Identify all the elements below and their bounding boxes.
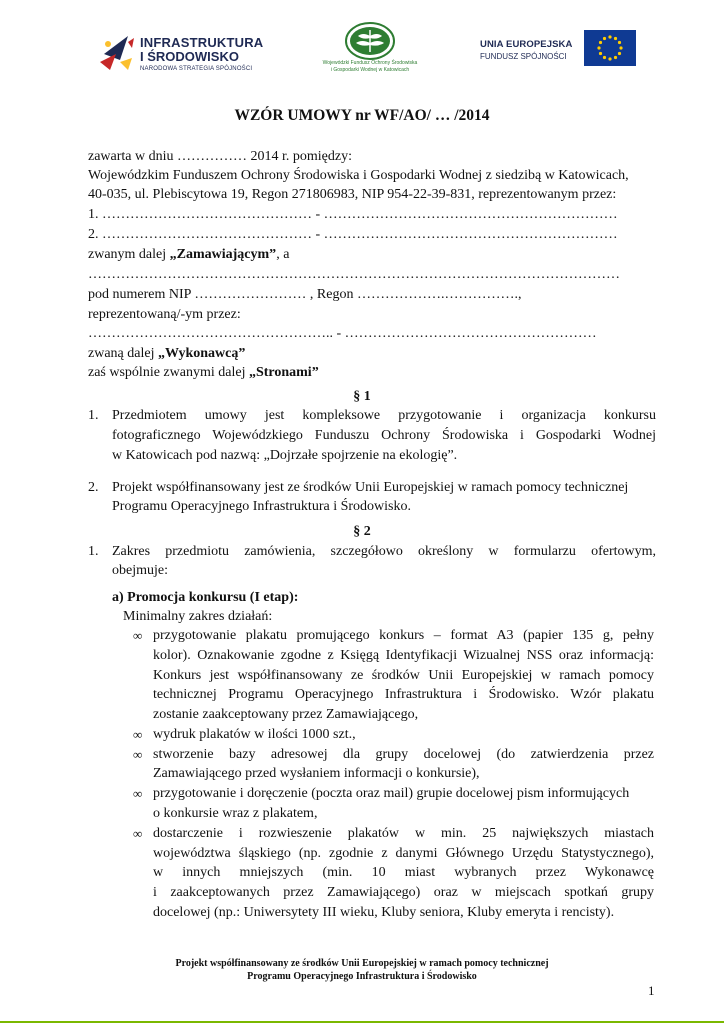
wf-logo-line1: Wojewódzki Fundusz Ochrony Środowiska bbox=[322, 60, 418, 66]
intro-line-12 bbox=[88, 364, 319, 382]
bullet-1-line-2: kolor). Oznakowanie zgodne z Księgą Identyfikacji Wizualnej NSS oraz informacją: bbox=[153, 648, 654, 663]
bullet-infinity-icon: ∞ bbox=[133, 727, 143, 742]
bullet-1-line-3: Konkurs jest współfinansowany ze środków Unii Europejskiej w ramach pomocy bbox=[153, 668, 654, 683]
intro-line-6 bbox=[88, 246, 289, 264]
bullet-3-line-2: Zamawiającego przed wysłaniem informacji o konkursie), bbox=[153, 766, 480, 781]
eu-flag-icon bbox=[584, 30, 636, 66]
intro-line-3: 40-035, ul. Plebiscytowa 19, Regon 271806983, NIP 954-22-39-831, reprezentowanym przez: bbox=[88, 187, 617, 202]
bullet-5-line-4: i zaakceptowanych przez Zamawiającego) oraz w miejscach spotkań grupy bbox=[153, 885, 654, 900]
wykonawca-term: „Wykonawcą” bbox=[157, 346, 246, 361]
page-number: 1 bbox=[648, 983, 655, 998]
section-1-item-1-line-3: w Katowicach pod nazwą: „Dojrzałe spojrzenie na ekologię”. bbox=[112, 448, 458, 463]
bullet-infinity-icon: ∞ bbox=[133, 628, 143, 643]
section-2-heading: § 2 bbox=[353, 524, 371, 539]
intro-line-9: reprezentowaną/-ym przez: bbox=[88, 307, 241, 322]
bullet-4-line-2: o konkursie wraz z plakatem, bbox=[153, 806, 318, 821]
section-1-item-1-number: 1. bbox=[88, 408, 99, 423]
bullet-infinity-icon: ∞ bbox=[133, 786, 143, 801]
bullet-infinity-icon: ∞ bbox=[133, 747, 143, 762]
intro-line-2: Wojewódzkim Funduszem Ochrony Środowiska i Gospodarki Wodnej z siedzibą w Katowicach, bbox=[88, 168, 629, 183]
intro-line-1: zawarta w dniu …………… 2014 r. pomiędzy: bbox=[88, 149, 353, 164]
subsection-a-label: a) Promocja konkursu (I etap): bbox=[112, 590, 299, 605]
section-2-item-1-line-2: obejmuje: bbox=[112, 563, 168, 578]
footer-line-1: Projekt współfinansowany ze środków Unii Europejskiej w ramach pomocy technicznej bbox=[175, 958, 549, 969]
eu-logo-line2: FUNDUSZ SPÓJNOŚCI bbox=[480, 52, 567, 61]
bullet-5-line-5: docelowej (np.: Uniwersytety III wieku, Kluby seniora, Kluby emeryta i rencisty). bbox=[153, 905, 615, 920]
strony-term: „Stronami” bbox=[248, 365, 319, 380]
bullet-2-line-1: wydruk plakatów w ilości 1000 szt., bbox=[153, 727, 356, 742]
intro-line-8: pod numerem NIP …………………… , Regon ……………….……………., bbox=[88, 287, 522, 302]
bullet-1-line-4: technicznej Programu Operacyjnego Infrastruktura i Środowisko. Wzór plakatu bbox=[153, 687, 654, 702]
subsection-a-intro: Minimalny zakres działań: bbox=[123, 609, 273, 624]
zamawiajacy-term: „Zamawiającym” bbox=[169, 247, 277, 262]
section-1-item-1-line-1: Przedmiotem umowy jest kompleksowe przygotowanie i organizacja konkursu bbox=[112, 408, 656, 423]
bullet-1-line-1: przygotowanie plakatu promującego konkurs – format A3 (papier 135 g, pełny bbox=[153, 628, 654, 643]
intro-line-10: …………………………………………….. - ……………………………………………… bbox=[88, 326, 597, 341]
bullet-5-line-1: dostarczenie i rozwieszenie plakatów w min. 25 największych miastach bbox=[153, 826, 654, 841]
footer-decorative-line bbox=[0, 1012, 724, 1024]
section-1-item-2-line-1: Projekt współfinansowany jest ze środków Unii Europejskiej w ramach pomocy technicznej bbox=[112, 480, 629, 495]
intro-line-11-prefix: zwaną dalej bbox=[88, 346, 158, 361]
infra-logo-line3: NARODOWA STRATEGIA SPÓJNOŚCI bbox=[140, 66, 253, 72]
section-1-item-2-number: 2. bbox=[88, 480, 99, 495]
infra-logo-line2: I ŚRODOWISKO bbox=[140, 49, 239, 64]
intro-line-5: 2. ……………………………………… - ……………………………………………………… bbox=[88, 227, 618, 242]
intro-line-11 bbox=[88, 345, 245, 363]
section-1-item-2-line-2: Programu Operacyjnego Infrastruktura i Środowisko. bbox=[112, 499, 411, 514]
infra-logo-line1: INFRASTRUKTURA bbox=[140, 35, 264, 50]
section-1-item-1-line-2: fotograficznego Wojewódzkiego Funduszu Ochrony Środowiska i Gospodarki Wodnej bbox=[112, 428, 656, 443]
intro-line-6-prefix: zwanym dalej bbox=[88, 247, 170, 262]
bullet-4-line-1: przygotowanie i doręczenie (poczta oraz mail) grupie docelowej pism informujących bbox=[153, 786, 630, 801]
footer-line-2: Programu Operacyjnego Infrastruktura i Środowisko bbox=[247, 971, 477, 982]
infrastruktura-logo bbox=[98, 28, 268, 80]
bullet-1-line-5: zostanie zaakceptowany przez Zamawiającego, bbox=[153, 707, 419, 722]
intro-line-4: 1. ……………………………………… - ……………………………………………………… bbox=[88, 207, 618, 222]
eu-logo bbox=[478, 36, 638, 76]
section-2-item-1-line-1: Zakres przedmiotu zamówienia, szczegółowo określony w formularzu ofertowym, bbox=[112, 544, 656, 559]
intro-line-6-suffix: , a bbox=[276, 247, 290, 262]
wfosigw-logo bbox=[300, 22, 440, 82]
document-title: WZÓR UMOWY nr WF/AO/ … /2014 bbox=[234, 107, 490, 124]
section-1-heading: § 1 bbox=[353, 389, 371, 404]
intro-line-7: …………………………………………………………………………………………………… bbox=[88, 267, 620, 282]
leaf-emblem-icon bbox=[345, 22, 395, 60]
eu-logo-line1: UNIA EUROPEJSKA bbox=[480, 39, 573, 50]
section-2-item-1-number: 1. bbox=[88, 544, 99, 559]
intro-line-12-prefix: zaś wspólnie zwanymi dalej bbox=[88, 365, 249, 380]
bullet-infinity-icon: ∞ bbox=[133, 826, 143, 841]
bullet-5-line-2: województwa śląskiego (np. zgodnie z danymi Głównego Urzędu Statystycznego), bbox=[153, 846, 654, 861]
infrastruktura-star-icon bbox=[98, 32, 136, 72]
bullet-5-line-3: w innych mniejszych (min. 10 miast wybranych przez Wykonawcę bbox=[153, 865, 654, 880]
page-footer bbox=[0, 957, 724, 983]
wf-logo-line2: i Gospodarki Wodnej w Katowicach bbox=[330, 67, 410, 73]
bullet-3-line-1: stworzenie bazy adresowej dla grupy docelowej (do zatwierdzenia przez bbox=[153, 747, 654, 762]
